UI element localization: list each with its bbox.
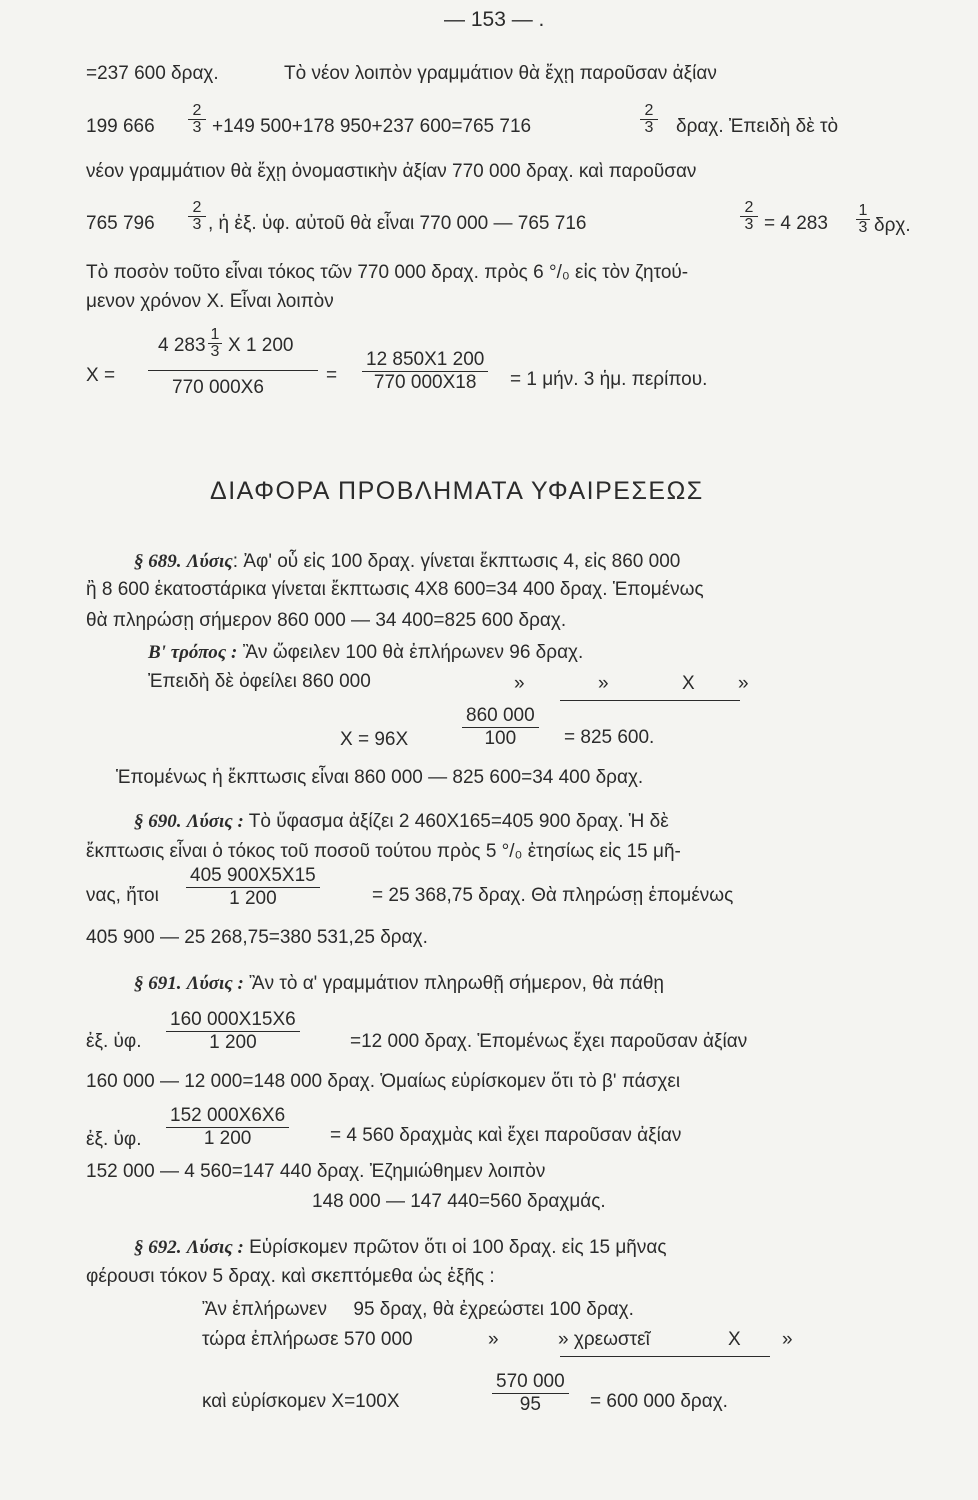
text-line: : Ἀφ' οὗ εἰς 100 δραχ. γίνεται ἔκπτωσις 4, εἰς 860 000 <box>232 551 681 572</box>
fraction <box>166 1010 300 1053</box>
lusis-label: Λύσις : <box>186 973 244 994</box>
text-line: φέρουσι τόκον 5 δραχ. καὶ σκεπτόμεθα ὡς ἑξῆς : <box>86 1266 495 1287</box>
fraction <box>492 1372 569 1415</box>
ditto-mark: » <box>598 673 609 694</box>
fraction-numerator: 2 <box>740 200 758 217</box>
fraction-denominator: 3 <box>858 219 868 236</box>
equals-sign: = <box>326 365 338 386</box>
text-line: Ἑπομένως ἡ ἔκπτωσις εἶναι 860 000 — 825 600=34 400 δραχ. <box>116 767 644 788</box>
method-b-label: Β' τρόπος : <box>148 642 238 663</box>
fraction-denominator: 100 <box>484 727 517 749</box>
text-line: Ἐπειδὴ δὲ ὀφείλει 860 000 <box>148 671 371 692</box>
text-line: ἐξ. ὑφ. <box>86 1129 142 1150</box>
paragraph-691 <box>86 974 664 995</box>
text-line: δραχ. Ἐπειδὴ δὲ τὸ <box>676 116 839 137</box>
fraction-numerator: 2 <box>640 103 658 120</box>
text-line: =237 600 δραχ. <box>86 63 219 84</box>
text-line: Ἂν ὤφειλεν 100 θὰ ἐπλήρωνεν 96 δραχ. <box>242 642 584 663</box>
paragraph-689 <box>86 552 680 573</box>
fraction-numerator: 2 <box>188 103 206 120</box>
fraction-numerator: 2 <box>188 200 206 217</box>
fraction-denominator: 3 <box>210 343 220 360</box>
text-line: δρχ. <box>874 215 911 236</box>
fraction-numerator: 405 900Χ5Χ15 <box>186 866 320 888</box>
fraction <box>856 203 870 236</box>
text-line: ἐξ. ὑφ. <box>86 1031 142 1052</box>
fraction <box>640 103 658 136</box>
text-line: = 25 368,75 δραχ. Θὰ πληρώσῃ ἑπομένως <box>372 885 734 906</box>
fraction-denominator: 770 000Χ18 <box>373 371 477 393</box>
fraction-bar <box>148 370 318 371</box>
text-line: νέον γραμμάτιον θὰ ἔχῃ ὀνομαστικὴν ἀξίαν 770 000 δραχ. καὶ παροῦσαν <box>86 161 697 182</box>
fraction <box>188 200 206 233</box>
text-line: = 825 600. <box>564 727 655 748</box>
section-number: § 691. <box>134 973 182 994</box>
equation-label: Χ = <box>86 365 116 386</box>
section-number: § 689. <box>134 551 182 572</box>
underline-rule <box>560 700 740 701</box>
lusis-label: Λύσις : <box>186 811 244 832</box>
section-number: § 690. <box>134 811 182 832</box>
ditto-mark: » <box>782 1329 793 1350</box>
text-line: Ἂν ἐπλήρωνεν 95 δραχ, θὰ ἐχρεώστει 100 δραχ. <box>202 1299 634 1320</box>
fraction-denominator: 3 <box>192 119 202 136</box>
ditto-mark: » <box>738 673 749 694</box>
section-heading: ΔΙΑΦΟΡΑ ΠΡΟΒΛΗΜΑΤΑ ΥΦΑΙΡΕΣΕΩΣ <box>210 477 704 505</box>
fraction-denominator: 3 <box>644 119 654 136</box>
fraction <box>188 103 206 136</box>
text-line: ἢ 8 600 ἑκατοστάρικα γίνεται ἔκπτωσις 4Χ8 600=34 400 δραχ. Ἑπομένως <box>86 579 704 600</box>
text-line: = 4 560 δραχμὰς καὶ ἔχει παροῦσαν ἀξίαν <box>330 1125 682 1146</box>
fraction-numerator: 1 <box>856 203 870 220</box>
text-line: Τὸ νέον λοιπὸν γραμμάτιον θὰ ἔχῃ παροῦσαν ἀξίαν <box>284 63 717 84</box>
text-line: +149 500+178 950+237 600=765 716 <box>212 116 532 137</box>
text-line: Χ <box>728 1329 741 1350</box>
fraction-denominator: 770 000Χ6 <box>172 377 264 398</box>
text-line: τώρα ἐπλήρωσε 570 000 <box>202 1329 413 1350</box>
text-line: Εὑρίσκομεν πρῶτον ὅτι οἱ 100 δραχ. εἰς 15 μῆνας <box>249 1237 667 1258</box>
fraction-numerator: 860 000 <box>462 706 539 728</box>
text-line: =12 000 δραχ. Ἑπομένως ἔχει παροῦσαν ἀξίαν <box>350 1031 748 1052</box>
text-line: Τὸ ὕφασμα ἀξίζει 2 460Χ165=405 900 δραχ. Ἡ δὲ <box>248 811 669 832</box>
text-line: Ἂν τὸ α' γραμμάτιον πληρωθῇ σήμερον, θὰ πάθῃ <box>249 973 664 994</box>
fraction-denominator: 3 <box>744 216 754 233</box>
text-line: = 4 283 <box>764 213 828 234</box>
ditto-mark: » <box>514 673 525 694</box>
paragraph-692 <box>86 1238 667 1259</box>
page-number: — 153 — . <box>444 8 545 31</box>
fraction-numerator: 4 283 <box>158 335 206 356</box>
fraction <box>208 327 222 360</box>
fraction <box>362 350 488 393</box>
fraction-denominator: 3 <box>192 216 202 233</box>
ditto-mark: » <box>488 1329 499 1350</box>
equation-label: Χ = 96Χ <box>340 729 409 750</box>
text-line: » χρεωστεῖ <box>558 1329 650 1350</box>
paragraph-line <box>148 643 583 664</box>
fraction-denominator: 95 <box>519 1393 541 1415</box>
text-line: 160 000 — 12 000=148 000 δραχ. Ὁμαίως εὑρίσκομεν ὅτι τὸ β' πάσχει <box>86 1071 681 1092</box>
text-line: 765 796 <box>86 213 155 234</box>
section-number: § 692. <box>134 1237 182 1258</box>
lusis-label: Λύσις : <box>186 1237 244 1258</box>
text-line: 148 000 — 147 440=560 δραχμάς. <box>312 1191 606 1212</box>
fraction <box>166 1106 289 1149</box>
text-line: μενον χρόνον Χ. Εἶναι λοιπὸν <box>86 291 334 312</box>
fraction-numerator: 152 000Χ6Χ6 <box>166 1106 289 1128</box>
fraction <box>186 866 320 909</box>
lusis-label: Λύσις <box>186 551 233 572</box>
fraction-numerator: 1 <box>208 327 222 344</box>
text-line: Τὸ ποσὸν τοῦτο εἶναι τόκος τῶν 770 000 δραχ. πρὸς 6 °/₀ εἰς τὸν ζητού- <box>86 262 689 283</box>
underline-rule <box>560 1356 770 1357</box>
text-line: 405 900 — 25 268,75=380 531,25 δραχ. <box>86 927 428 948</box>
text-line: Χ <box>682 673 695 694</box>
fraction <box>462 706 539 749</box>
text-line: καὶ εὑρίσκομεν Χ=100Χ <box>202 1391 400 1412</box>
text-line: , ἡ ἐξ. ὑφ. αὐτοῦ θὰ εἶναι 770 000 — 765 716 <box>208 213 587 234</box>
fraction-denominator: 1 200 <box>209 1031 257 1053</box>
text-line: ἔκπτωσις εἶναι ὁ τόκος τοῦ ποσοῦ τούτου πρὸς 5 °/₀ ἐτησίως εἰς 15 μῆ- <box>86 841 681 862</box>
text-line: = 1 μήν. 3 ἡμ. περίπου. <box>510 369 708 390</box>
text-line: 152 000 — 4 560=147 440 δραχ. Ἐζημιώθημεν λοιπὸν <box>86 1161 546 1182</box>
text-line: θὰ πληρώσῃ σήμερον 860 000 — 34 400=825 600 δραχ. <box>86 610 567 631</box>
fraction <box>740 200 758 233</box>
text-line: νας, ἤτοι <box>86 885 159 906</box>
text-line: 199 666 <box>86 116 155 137</box>
text-line: = 600 000 δραχ. <box>590 1391 728 1412</box>
fraction-numerator: 12 850Χ1 200 <box>362 350 488 372</box>
paragraph-690 <box>86 812 669 833</box>
fraction-denominator: 1 200 <box>203 1127 252 1149</box>
fraction-numerator: Χ 1 200 <box>228 335 294 356</box>
fraction-denominator: 1 200 <box>229 887 277 909</box>
fraction-numerator: 570 000 <box>492 1372 569 1394</box>
fraction-numerator: 160 000Χ15Χ6 <box>166 1010 300 1032</box>
